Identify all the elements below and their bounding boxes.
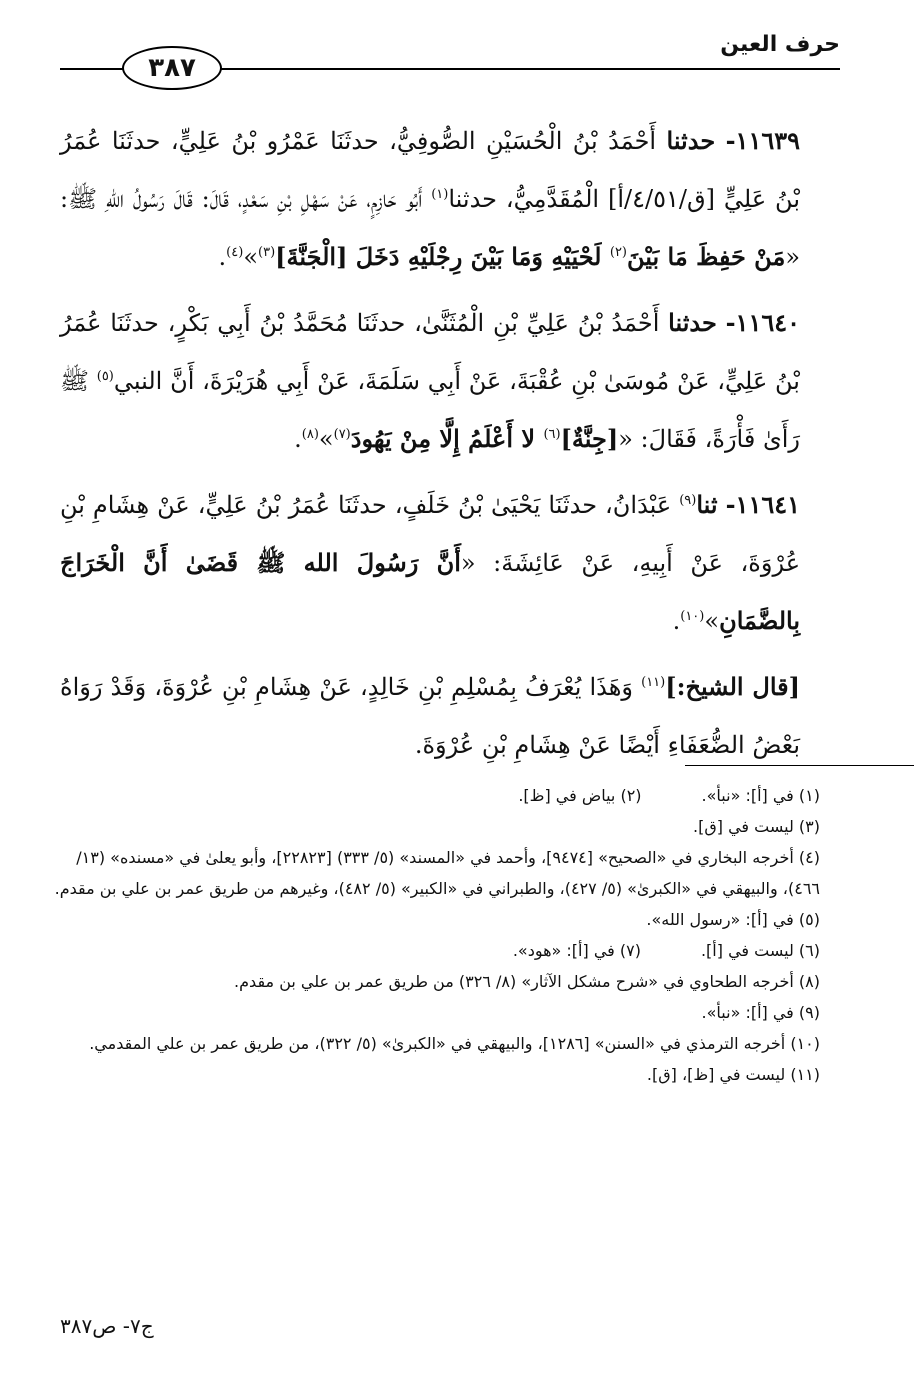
footnote-ref[interactable]: (٦): [543, 427, 561, 442]
footnote-separator: [685, 765, 914, 766]
footnote-row: [50, 1028, 820, 1059]
chapter-title: حرف العين: [720, 32, 840, 57]
footnote-row: [50, 997, 820, 1028]
hadith-matn: مَنْ حَفِظَ مَا بَيْنَ: [627, 242, 786, 271]
narration-lead: ثنا: [696, 490, 718, 519]
footnote-row: [50, 966, 820, 997]
sheikh-label: [قال الشيخ:]: [665, 672, 800, 701]
footnote-row: [50, 780, 820, 811]
footnote-ref[interactable]: (٤): [226, 245, 244, 260]
hadith-matn: لا أَعْلَمُ إِلَّا مِنْ يَهُودَ: [350, 424, 544, 453]
footnote-8: (٨) أخرجه الطحاوي في «شرح مشكل الآثار» (٨/ ٣٢٦) من طريق عمر بن علي بن مقدم.: [234, 972, 820, 991]
volume-page-footer: ج٧- ص٣٨٧: [60, 1314, 154, 1338]
narration-lead: حدثنا: [666, 126, 716, 155]
hadith-text: أَبُو حَازِمٍ، عَنْ سَهْلِ بْنِ سَعْدٍ، قَالَ: قَالَ رَسُولُ اللهِ ﷺ: «: [60, 185, 800, 271]
footnote-ref[interactable]: (٧): [333, 427, 351, 442]
hadith-text: .: [672, 607, 681, 635]
footnote-row: [50, 811, 820, 842]
hadith-11641: [60, 476, 800, 650]
footnote-row: [50, 904, 820, 935]
footnote-5: (٥) في [أ]: «رسول الله».: [646, 910, 820, 929]
footnote-ref[interactable]: (٢): [609, 245, 627, 260]
hadith-text: أَحْمَدُ بْنُ الْحُسَيْنِ الصُّوفِيُّ، حدثَنَا عَمْرُو بْنُ عَلِيٍّ، حدثَنَا عُمَرُ بْنُ عَلِيٍّ [ق/٤/٥١/أ] الْمُقَدَّمِيُّ، حدثنا: [60, 127, 801, 213]
sheikh-comment: [60, 658, 800, 774]
hadith-number: ١١٦٤٠-: [725, 308, 800, 337]
footnote-row: [50, 842, 820, 904]
footnote-ref[interactable]: (٨): [301, 427, 319, 442]
footnote-10: (١٠) أخرجه الترمذي في «السنن» [١٢٨٦]، والبيهقي في «الكبرىٰ» (٥/ ٣٢٢)، من طريق عمر بن علي المقدمي.: [89, 1034, 820, 1053]
footnote-6: (٦) ليست في [أ].: [700, 941, 820, 960]
footnote-row: [50, 1059, 820, 1090]
footnote-ref[interactable]: (٥): [96, 369, 114, 384]
hadith-11640: [60, 294, 800, 468]
hadith-matn: لَحْيَيْهِ وَمَا بَيْنَ رِجْلَيْهِ دَخَلَ [الْجَنَّةَ]: [275, 242, 610, 271]
footnote-ref[interactable]: (٣): [258, 245, 276, 260]
hadith-matn: [جِنَّةٌ]: [560, 424, 619, 453]
footnote-11: (١١) ليست في [ظ]، [ق].: [646, 1065, 820, 1084]
footnote-ref[interactable]: (١): [431, 187, 449, 202]
main-text: [60, 112, 800, 782]
hadith-text: أَحْمَدُ بْنُ عَلِيِّ بْنِ الْمُثَنَّىٰ، حدثَنَا مُحَمَّدُ بْنُ أَبِي بَكْرٍ، حدثَنَا عُمَرُ بْنُ عَلِيٍّ، عَنْ مُوسَىٰ بْنِ عُقْبَةَ، عَنْ أَبِي سَلَمَةَ، عَنْ أَبِي هُرَيْرَةَ، أَنَّ النبي: [60, 309, 800, 395]
footnote-row: [50, 935, 820, 966]
footnotes: [50, 780, 820, 1090]
hadith-11639: [60, 112, 800, 286]
narration-lead: حدثنا: [668, 308, 717, 337]
page-number-badge: ٣٨٧: [122, 46, 222, 90]
footnote-ref[interactable]: (٩): [679, 493, 697, 508]
hadith-text: .: [294, 425, 302, 453]
footnote-3: (٣) ليست في [ق].: [693, 817, 820, 836]
comment-text: وَهَذَا يُعْرَفُ بِمُسْلِمِ بْنِ خَالِدٍ، عَنْ هِشَامِ بْنِ عُرْوَةَ، وَقَدْ رَوَاهُ بَعْضُ الضُّعَفَاءِ أَيْضًا عَنْ هِشَامِ بْنِ عُرْوَةَ.: [60, 673, 800, 759]
footnote-9: (٩) في [أ]: «نبأ».: [701, 1003, 820, 1022]
footnote-ref[interactable]: (١٠): [680, 609, 705, 624]
hadith-text: »: [243, 243, 258, 271]
hadith-text: .: [218, 243, 227, 271]
hadith-text: »: [318, 425, 334, 453]
hadith-number: ١١٦٤١-: [725, 490, 800, 519]
hadith-text: ﷺ رَأَىٰ فَأْرَةً، فَقَالَ: «: [60, 367, 800, 453]
hadith-matn: أَنَّ رَسُولَ الله ﷺ قَضَىٰ أَنَّ الْخَرَاجَ بِالضَّمَانِ: [60, 548, 800, 635]
hadith-number: ١١٦٣٩-: [725, 126, 800, 155]
footnote-4: (٤) أخرجه البخاري في «الصحيح» [٩٤٧٤]، وأحمد في «المسند» (٥/ ٣٣٣) [٢٢٨٢٣]، وأبو يعلىٰ في «مسنده» (١٣/ ٤٦٦)، والبيهقي في «الكبرىٰ» (٥/ ٤٢٧)، والطبراني في «الكبير» (٥/ ٤٨٢)، وغيرهم من طريق عمر بن علي بن مقدم.: [54, 848, 820, 898]
footnote-7: (٧) في [أ]: «هود».: [512, 941, 641, 960]
hadith-text: عَبْدَانُ، حدثَنَا يَحْيَىٰ بْنُ خَلَفٍ، حدثَنَا عُمَرُ بْنُ عَلِيٍّ، عَنْ هِشَامِ بْنِ عُرْوَةَ، عَنْ أَبِيهِ، عَنْ عَائِشَةَ: «: [60, 491, 801, 577]
footnote-ref[interactable]: (١١): [641, 675, 666, 690]
footnote-1: (١) في [أ]: «نبأ».: [701, 786, 820, 805]
hadith-text: »: [704, 607, 720, 635]
page-header: [60, 26, 840, 83]
footnote-2: (٢) بياض في [ظ].: [518, 786, 642, 805]
